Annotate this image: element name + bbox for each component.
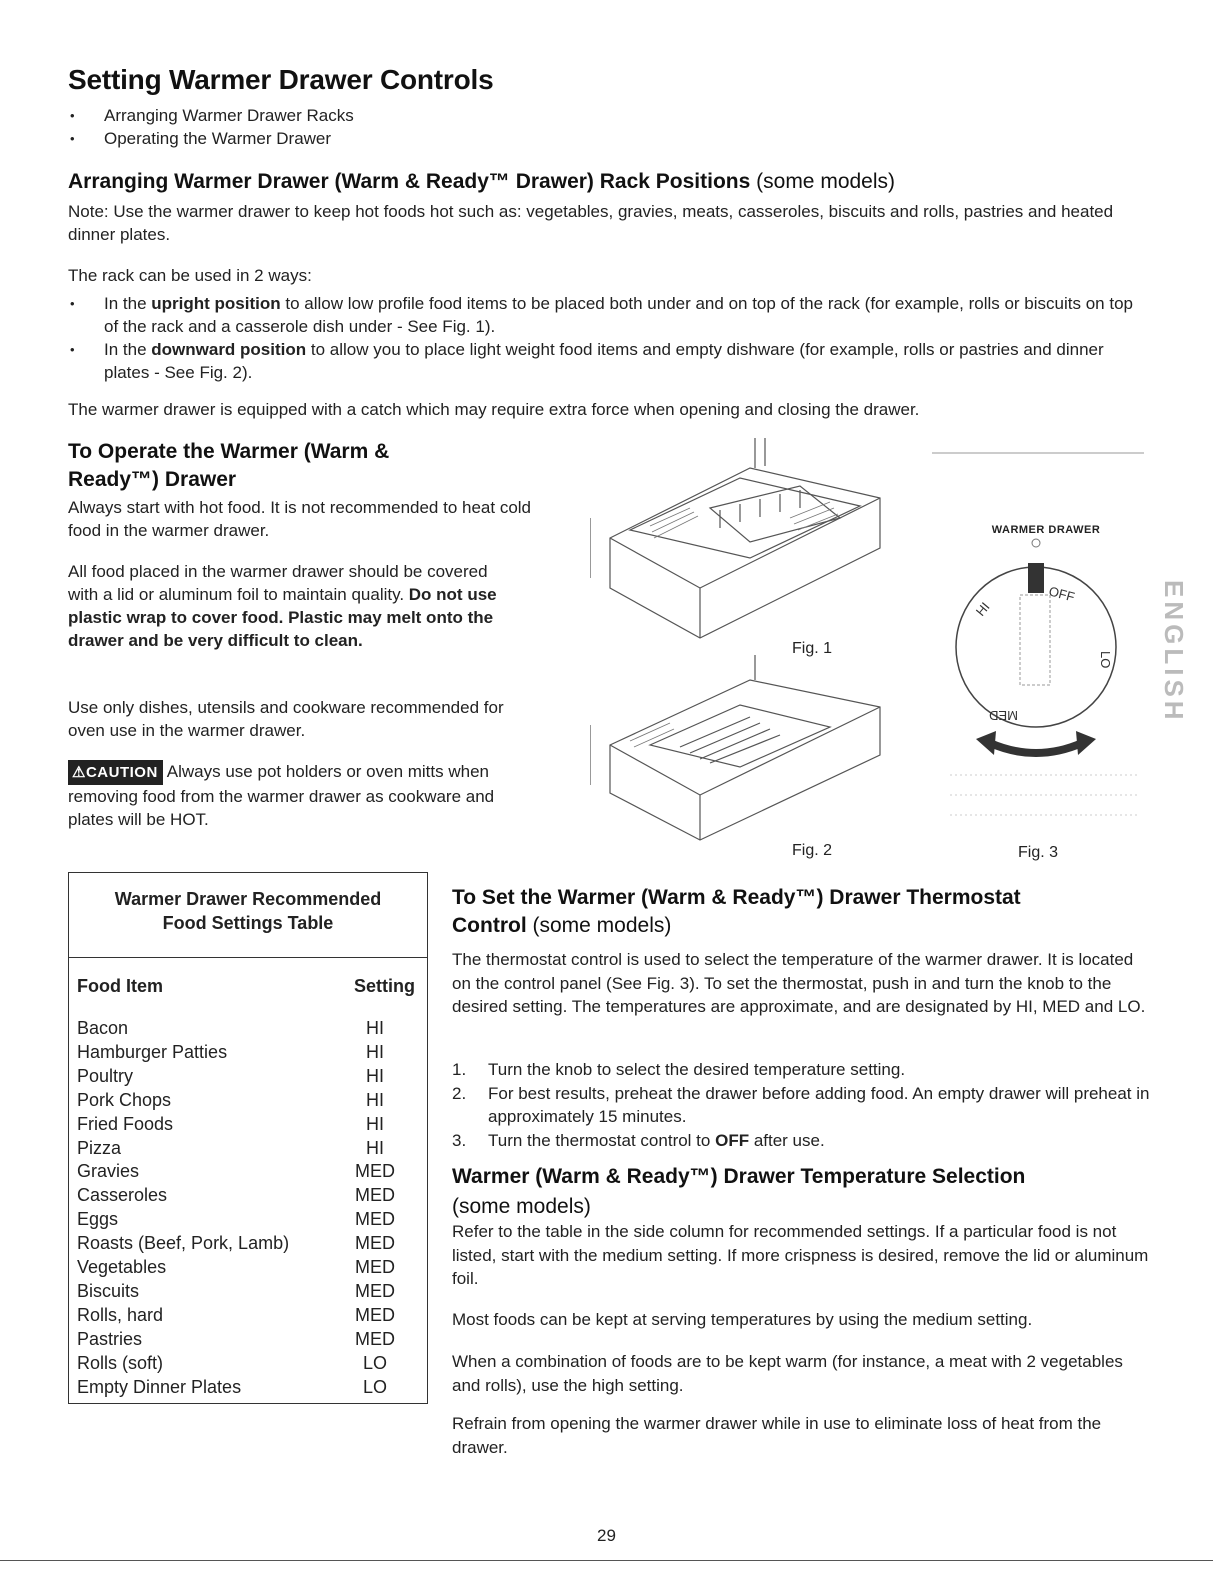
temp-p3: When a combination of foods are to be kept warm (for instance, a meat with 2 vegetables and rolls), use the high setting.	[452, 1352, 1123, 1395]
food-item-cell: Eggs	[77, 1209, 119, 1230]
food-item-cell: Fried Foods	[77, 1113, 174, 1134]
food-item-cell: Hamburger Patties	[77, 1041, 228, 1062]
fig3-thermostat-knob-illustration	[940, 535, 1150, 835]
knob-hi-label: HI	[972, 599, 993, 619]
rotation-arrow-icon	[990, 743, 1082, 753]
temp-p1: Refer to the table in the side column for recommended settings. If a particular food is not listed, start with the medium setting. If more crispness is desired, remove the lid or aluminum foil.	[452, 1222, 1149, 1288]
knob-pointer	[1028, 563, 1044, 593]
food-table-row	[77, 1376, 415, 1400]
food-table-row	[77, 1017, 415, 1041]
language-side-tab: ENGLISH	[1159, 580, 1189, 724]
setting-cell: LO	[362, 1376, 387, 1397]
food-item-cell: Empty Dinner Plates	[77, 1376, 242, 1397]
catch-note: The warmer drawer is equipped with a catch which may require extra force when opening and closing the drawer.	[68, 400, 920, 419]
knob-lo-label: LO	[1098, 651, 1113, 669]
thermostat-p1: The thermostat control is used to select the temperature of the warmer drawer. It is located on the control panel (See Fig. 3). To set the thermostat, push in and turn the knob to the desired setting. The temperatures are approximate, and are designated by HI, MED and LO.	[452, 950, 1146, 1016]
page-number: 29	[597, 1526, 616, 1545]
rack-heading	[68, 170, 1168, 194]
knob-med-label: MED	[989, 708, 1018, 723]
intro-bullet: • Operating the Warmer Drawer	[68, 127, 568, 150]
setting-cell: HI	[366, 1113, 384, 1134]
fig1-label: Fig. 1	[792, 640, 833, 657]
knob-off-label: OFF	[1047, 583, 1077, 605]
food-item-cell: Roasts (Beef, Pork, Lamb)	[77, 1233, 290, 1254]
rack-heading-bold: Arranging Warmer Drawer (Warm & Ready™ Drawer) Rack Positions	[68, 170, 751, 193]
food-item-cell: Biscuits	[77, 1280, 140, 1301]
caution-badge: ⚠CAUTION	[68, 760, 163, 785]
rack-way-upright: • In the upright position to allow low profile food items to be placed both under and on top of the rack (for example, rolls or biscuits on top of the rack and a casserole dish under - See Fig. 1).	[68, 292, 1148, 338]
food-table-rows	[69, 997, 427, 1400]
operate-p3: Use only dishes, utensils and cookware recommended for oven use in the warmer drawer.	[68, 698, 504, 740]
warmer-drawer-panel-label: WARMER DRAWER	[991, 524, 1101, 536]
food-item-header: Food Item	[77, 976, 163, 996]
food-table-row	[77, 1352, 415, 1376]
food-item-cell: Bacon	[77, 1018, 129, 1038]
food-item-cell: Gravies	[77, 1161, 140, 1182]
intro-bullet: • Arranging Warmer Drawer Racks	[68, 104, 568, 127]
temp-heading: Warmer (Warm & Ready™) Drawer Temperature Selection (some models)	[452, 1165, 1026, 1218]
rack-ways-list	[68, 292, 1148, 384]
caution-note: ⚠CAUTION Always use pot holders or oven mitts when removing food from the warmer drawer as cookware and plates will be HOT.	[68, 762, 495, 829]
temp-p4: Refrain from opening the warmer drawer while in use to eliminate loss of heat from the drawer.	[452, 1414, 1102, 1457]
rack-ways-intro: The rack can be used in 2 ways:	[68, 266, 312, 285]
setting-cell: MED	[355, 1185, 395, 1206]
food-item-cell: Pastries	[77, 1328, 143, 1349]
setting-cell: HI	[366, 1065, 384, 1086]
food-settings-table-box	[68, 872, 428, 1404]
food-table-row	[77, 1089, 415, 1113]
control-panel-edge	[932, 452, 1144, 454]
thermostat-steps	[452, 1058, 1152, 1152]
setting-cell: MED	[355, 1161, 395, 1182]
operate-heading: To Operate the Warmer (Warm & Ready™) Drawer	[68, 440, 390, 491]
setting-cell: HI	[366, 1018, 384, 1038]
footer-rule	[0, 1560, 1213, 1561]
food-table-row	[77, 1304, 415, 1328]
setting-header: Setting	[354, 976, 415, 996]
intro-list	[68, 104, 568, 150]
food-table-row	[77, 1328, 415, 1352]
food-table-row	[77, 1184, 415, 1208]
food-table-row	[77, 1041, 415, 1065]
operate-p1: Always start with hot food. It is not recommended to heat cold food in the warmer drawer.	[68, 498, 532, 540]
food-item-cell: Rolls, hard	[77, 1304, 164, 1325]
page-title: Setting Warmer Drawer Controls	[68, 64, 494, 95]
step-item: 2. For best results, preheat the drawer before adding food. An empty drawer will preheat in approximately 15 minutes.	[452, 1083, 1150, 1126]
food-table-row	[77, 1280, 415, 1304]
temp-p2: Most foods can be kept at serving temperatures by using the medium setting.	[452, 1310, 1033, 1329]
food-table-row	[77, 1208, 415, 1232]
fig1-drawer-rack-upright-illustration	[590, 438, 890, 663]
rack-way-downward: • In the downward position to allow you to place light weight food items and empty dishware (for example, rolls or pastries and dinner plates - See Fig. 2).	[68, 338, 1148, 384]
setting-cell: HI	[366, 1137, 384, 1158]
food-table-row	[77, 1113, 415, 1137]
food-item-cell: Vegetables	[77, 1257, 167, 1278]
food-table-row	[77, 1256, 415, 1280]
step-item: 1. Turn the knob to select the desired temperature setting.	[452, 1060, 906, 1079]
setting-cell: HI	[366, 1041, 384, 1062]
setting-cell: LO	[362, 1352, 387, 1373]
rack-note: Note: Use the warmer drawer to keep hot foods hot such as: vegetables, gravies, meats, casseroles, biscuits and rolls, pastries and heated dinner plates.	[68, 202, 1114, 244]
setting-cell: MED	[355, 1304, 395, 1325]
step-item: 3. Turn the thermostat control to OFF after use.	[452, 1130, 825, 1150]
food-item-cell: Casseroles	[77, 1185, 168, 1206]
indicator-light-icon	[1032, 539, 1040, 547]
setting-cell: HI	[366, 1089, 384, 1110]
fig2-label: Fig. 2	[792, 842, 833, 859]
food-item-cell: Poultry	[77, 1065, 134, 1086]
setting-cell: MED	[355, 1328, 395, 1349]
food-table-row	[77, 1232, 415, 1256]
setting-cell: MED	[355, 1280, 395, 1301]
operate-p2: All food placed in the warmer drawer should be covered with a lid or aluminum foil to maintain quality. Do not use plastic wrap to cover food. Plastic may melt onto the drawer and be very difficult to clean.	[68, 562, 497, 650]
food-table-row	[77, 1160, 415, 1184]
food-table-row	[77, 1065, 415, 1089]
rack-heading-light: (some models)	[756, 170, 896, 193]
food-item-cell: Rolls (soft)	[77, 1352, 164, 1373]
food-table-row	[77, 1137, 415, 1161]
food-item-cell: Pork Chops	[77, 1089, 172, 1110]
setting-cell: MED	[355, 1209, 395, 1230]
fig2-drawer-rack-downward-illustration	[590, 655, 890, 865]
food-table-title: Warmer Drawer Recommended Food Settings Table	[69, 873, 427, 958]
setting-cell: MED	[355, 1233, 395, 1254]
thermostat-heading: To Set the Warmer (Warm & Ready™) Drawer Thermostat Control (some models)	[452, 886, 1021, 937]
food-item-cell: Pizza	[77, 1137, 122, 1158]
food-table-header	[69, 958, 427, 997]
fig3-label: Fig. 3	[1018, 844, 1059, 861]
setting-cell: MED	[355, 1257, 395, 1278]
